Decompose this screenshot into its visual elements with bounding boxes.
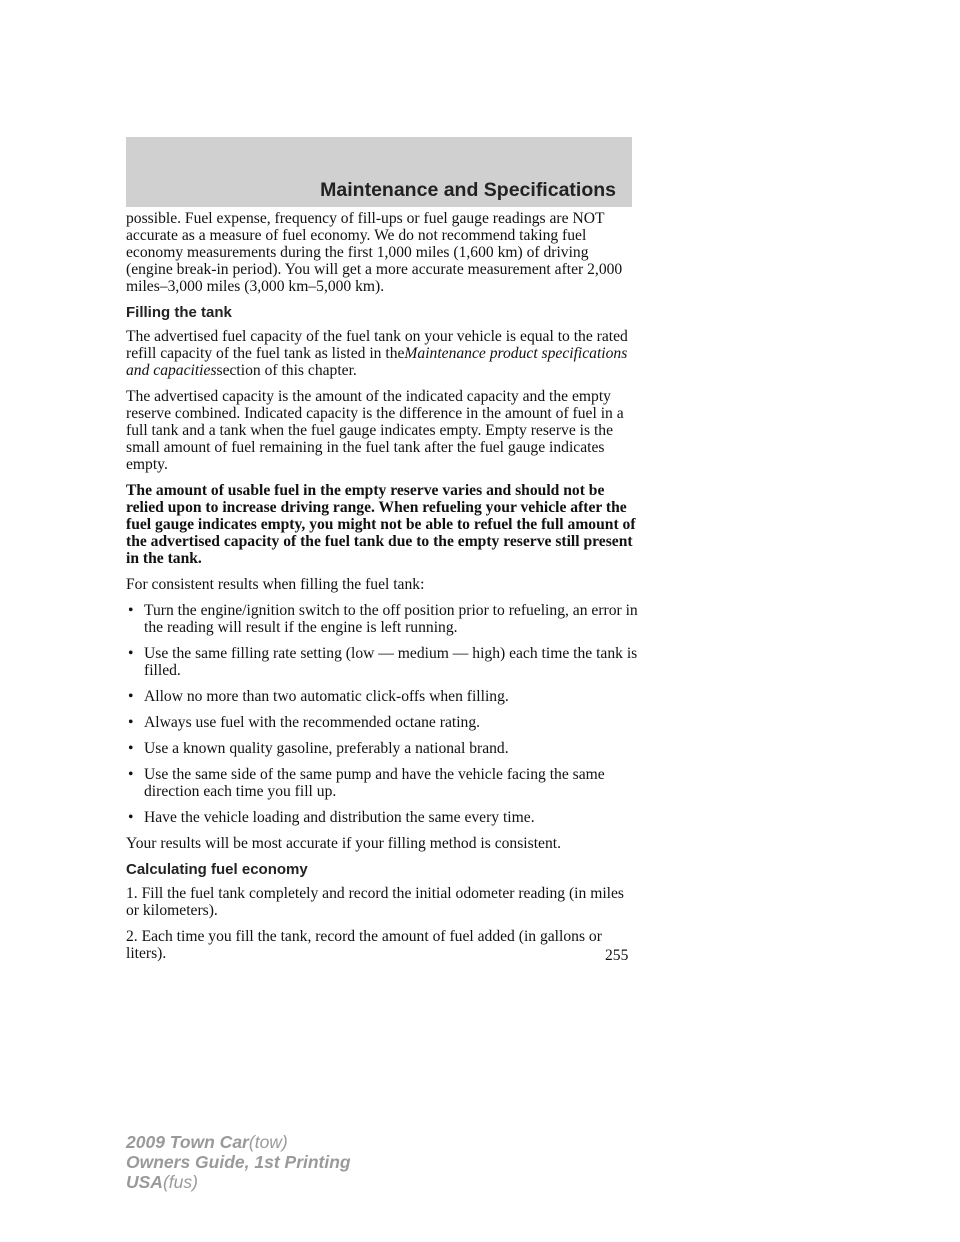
list-item-text: Use the same filling rate setting (low — medium — high) each time the tank is filled. [144, 645, 638, 679]
calc-step-1: 1. Fill the fuel tank completely and record the initial odometer reading (in miles or kilometers). [126, 885, 624, 919]
calc-heading: Calculating fuel economy [126, 861, 308, 878]
footer-line-1 [126, 1132, 351, 1152]
filling-heading: Filling the tank [126, 304, 232, 321]
footer-market: USA [126, 1172, 163, 1192]
bullet-icon: • [128, 766, 134, 783]
warning-paragraph: The amount of usable fuel in the empty reserve varies and should not be relied upon to increase driving range. When refueling your vehicle after the fuel gauge indicates empty, you might not be able to refuel the full amount of the advertised capacity of the fuel tank due to the empty reserve still present in the tank. [126, 482, 636, 567]
list-item [126, 740, 638, 757]
list-item-text: Have the vehicle loading and distribution the same every time. [144, 809, 535, 826]
list-item [126, 688, 638, 705]
bullet-icon: • [128, 809, 134, 826]
list-item-text: Always use fuel with the recommended octane rating. [144, 714, 481, 731]
bullet-icon: • [128, 645, 134, 662]
print-footer [126, 1132, 351, 1192]
calc-step-2: 2. Each time you fill the tank, record the amount of fuel added (in gallons or liters). [126, 928, 602, 962]
footer-line-2: Owners Guide, 1st Printing [126, 1152, 351, 1172]
bullet-icon: • [128, 602, 134, 619]
intro-paragraph: possible. Fuel expense, frequency of fill-ups or fuel gauge readings are NOT accurate as a measure of fuel economy. We do not recommend taking fuel economy measurements during the first 1,000 miles (1,600 km) of driving (engine break-in period). You will get a more accurate measurement after 2,000 miles–3,000 miles (3,000 km–5,000 km). [126, 210, 623, 295]
footer-market-code: (fus) [162, 1172, 198, 1192]
filling-paragraph-1 [126, 328, 638, 379]
filling-paragraph-2: The advertised capacity is the amount of the indicated capacity and the empty reserve combined. Indicated capacity is the difference in the amount of fuel in a full tank and a tank when the fuel gauge indicates empty. Empty reserve is the small amount of fuel remaining in the fuel tank after the fuel gauge indicates empty. [126, 388, 624, 473]
list-item [126, 602, 638, 636]
footer-model: 2009 Town Car [126, 1132, 249, 1152]
specifications-reference: Maintenance product specifications and capacities [126, 345, 628, 379]
list-item-text: Use a known quality gasoline, preferably a national brand. [144, 740, 509, 757]
section-title: Maintenance and Specifications [320, 179, 616, 201]
list-item-text: Turn the engine/ignition switch to the off position prior to refueling, an error in the reading will result if the engine is left running. [144, 602, 638, 636]
list-item [126, 766, 638, 800]
consistent-intro: For consistent results when filling the fuel tank: [126, 576, 425, 593]
page-number: 255 [605, 947, 629, 964]
list-item [126, 645, 638, 679]
tips-list [126, 602, 638, 826]
bullet-icon: • [128, 714, 134, 731]
page-content [126, 210, 638, 971]
list-item [126, 809, 638, 826]
bullet-icon: • [128, 688, 134, 705]
list-item-text: Allow no more than two automatic click-offs when filling. [144, 688, 509, 705]
list-item-text: Use the same side of the same pump and have the vehicle facing the same direction each time you fill up. [144, 766, 605, 800]
filling-p1-end: section of this chapter. [216, 362, 357, 379]
filling-p1-text: The advertised fuel capacity of the fuel tank on your vehicle is equal to the rated refill capacity of the fuel tank as listed in the [126, 328, 628, 362]
section-header-bar [126, 137, 632, 207]
consistent-outro: Your results will be most accurate if your filling method is consistent. [126, 835, 561, 852]
list-item [126, 714, 638, 731]
footer-line-3 [126, 1172, 351, 1192]
footer-model-code: (tow) [248, 1132, 288, 1152]
bullet-icon: • [128, 740, 134, 757]
